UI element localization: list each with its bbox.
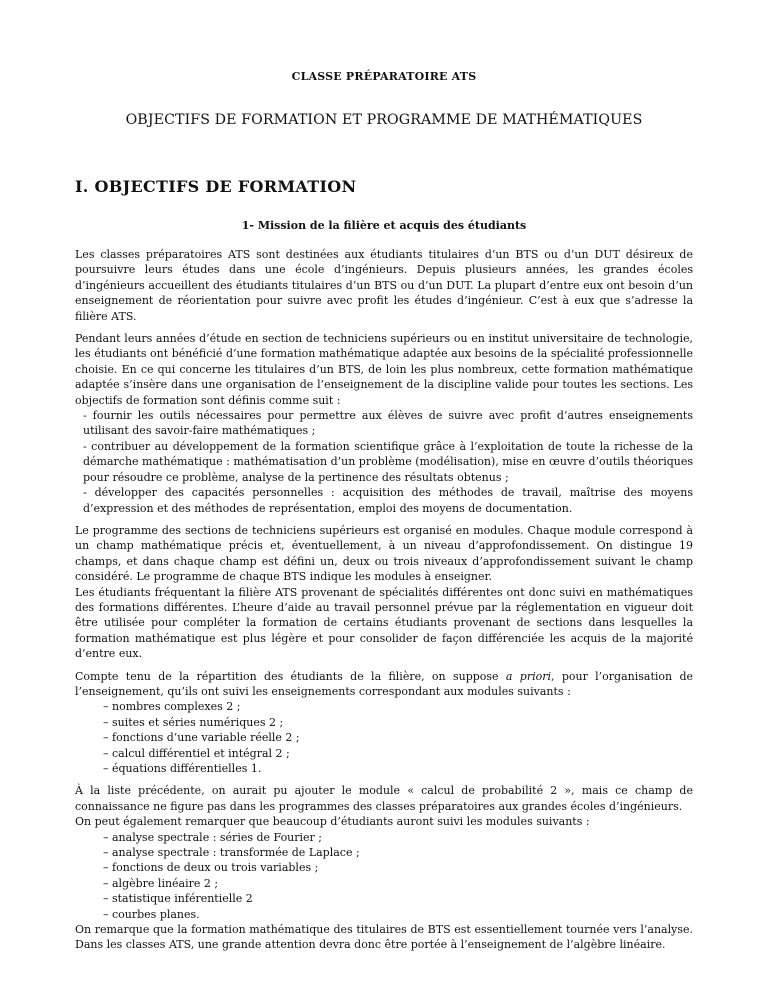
additional-module-item: – algèbre linéaire 2 ; — [103, 876, 219, 890]
additional-module-item: – analyse spectrale : transformée de Laplace ; — [103, 846, 360, 860]
module-item: – suites et séries numériques 2 ; — [103, 715, 284, 729]
objective-item: - contribuer au développement de la formation scientifique grâce à l’exploitation de toute la richesse de la démarche mathématique : mathématisation d’un problème (modélisation), mise en œuvre d’outils théoriques pour résoudre ce problème, analyse de la pertinence des résultats obtenus ; — [83, 439, 693, 484]
section-heading: I. OBJECTIFS DE FORMATION — [75, 177, 357, 196]
document-title: OBJECTIFS DE FORMATION ET PROGRAMME DE MATHÉMATIQUES — [125, 112, 643, 128]
document-header: CLASSE PRÉPARATOIRE ATS — [291, 70, 477, 83]
document-body — [75, 247, 693, 953]
paragraph-modules — [75, 669, 693, 777]
module-item: – calcul différentiel et intégral 2 ; — [103, 746, 290, 760]
paragraph-additional — [75, 783, 693, 952]
paragraph-program — [75, 523, 693, 662]
objective-item: - fournir les outils nécessaires pour permettre aux élèves de suivre avec profit d’autres enseignements utilisant des savoir-faire mathématiques ; — [83, 409, 693, 438]
additional-line-2: On peut également remarquer que beaucoup d’étudiants auront suivi les modules suivants : — [75, 815, 590, 829]
additional-line-1: À la liste précédente, on aurait pu ajouter le module « calcul de probabilité 2 », mais ce champ de connaissance ne figure pas dans les programmes des classes préparatoires aux grandes écoles d’ingénieurs. — [75, 784, 693, 813]
objective-item: - développer des capacités personnelles : acquisition des méthodes de travail, maîtrise des moyens d’expression et des méthodes de représentation, emploi des moyens de documentation. — [83, 486, 693, 515]
closing-remark: On remarque que la formation mathématique des titulaires de BTS est essentiellement tournée vers l’analyse. Dans les classes ATS, une grande attention devra donc être portée à l’enseignement de l’algèbre linéaire. — [75, 923, 693, 952]
modules-intro-before: Compte tenu de la répartition des étudiants de la filière, on suppose — [75, 669, 506, 683]
module-item: – nombres complexes 2 ; — [103, 700, 241, 714]
module-item: – fonctions d’une variable réelle 2 ; — [103, 731, 300, 745]
program-part-1: Le programme des sections de techniciens supérieurs est organisé en modules. Chaque module correspond à un champ mathématique précis et, éventuellement, à un niveau d’approfondissement. On distingue 19 champs, et dans chaque champ est défini un, deux ou trois niveaux d’approfondissement suivant le champ considéré. Le programme de chaque BTS indique les modules à enseigner. — [75, 523, 693, 584]
paragraph-objectives — [75, 331, 693, 516]
additional-module-item: – courbes planes. — [103, 907, 200, 921]
subsection-heading: 1- Mission de la filière et acquis des étudiants — [241, 219, 527, 232]
module-item: – équations différentielles 1. — [103, 762, 262, 775]
objectives-intro: Pendant leurs années d’étude en section de techniciens supérieurs ou en institut universitaire de technologie, les étudiants ont bénéficié d’une formation mathématique adaptée aux besoins de la spécialité professionnelle choisie. En ce qui concerne les titulaires d’un BTS, de loin les plus nombreux, cette formation mathématique adaptée s’insère dans une organisation de l’enseignement de la discipline valide pour toutes les sections. Les objectifs de formation sont définis comme suit : — [75, 332, 693, 407]
modules-intro-italic: a priori — [505, 669, 551, 683]
program-part-2: Les étudiants fréquentant la filière ATS provenant de spécialités différentes ont donc suivi en mathématiques des formations différentes. L’heure d’aide au travail personnel prévue par la réglementation en vigueur doit être utilisée pour compléter la formation de certains étudiants provenant de sections dans lesquelles la formation mathématique est plus légère et pour consolider de façon différenciée les acquis de la majorité d’entre eux. — [75, 585, 693, 661]
additional-module-item: – analyse spectrale : séries de Fourier ; — [103, 830, 323, 844]
modules-intro-after: , pour l’organisation de l’enseignement, qu’ils ont suivi les enseignements correspondant aux modules suivants : — [75, 669, 693, 698]
additional-module-item: – statistique inférentielle 2 — [103, 892, 253, 906]
paragraph-intro: Les classes préparatoires ATS sont destinées aux étudiants titulaires d’un BTS ou d’un DUT désireux de poursuivre leurs études dans une école d’ingénieurs. Depuis plusieurs années, les grandes écoles d’ingénieurs accueillent des étudiants titulaires d’un BTS ou d’un DUT. La plupart d’entre eux ont besoin d’un enseignement de réorientation pour suivre avec profit les études d’ingénieur. C’est à eux que s’adresse la filière ATS. — [75, 248, 693, 323]
additional-module-item: – fonctions de deux ou trois variables ; — [103, 861, 319, 875]
